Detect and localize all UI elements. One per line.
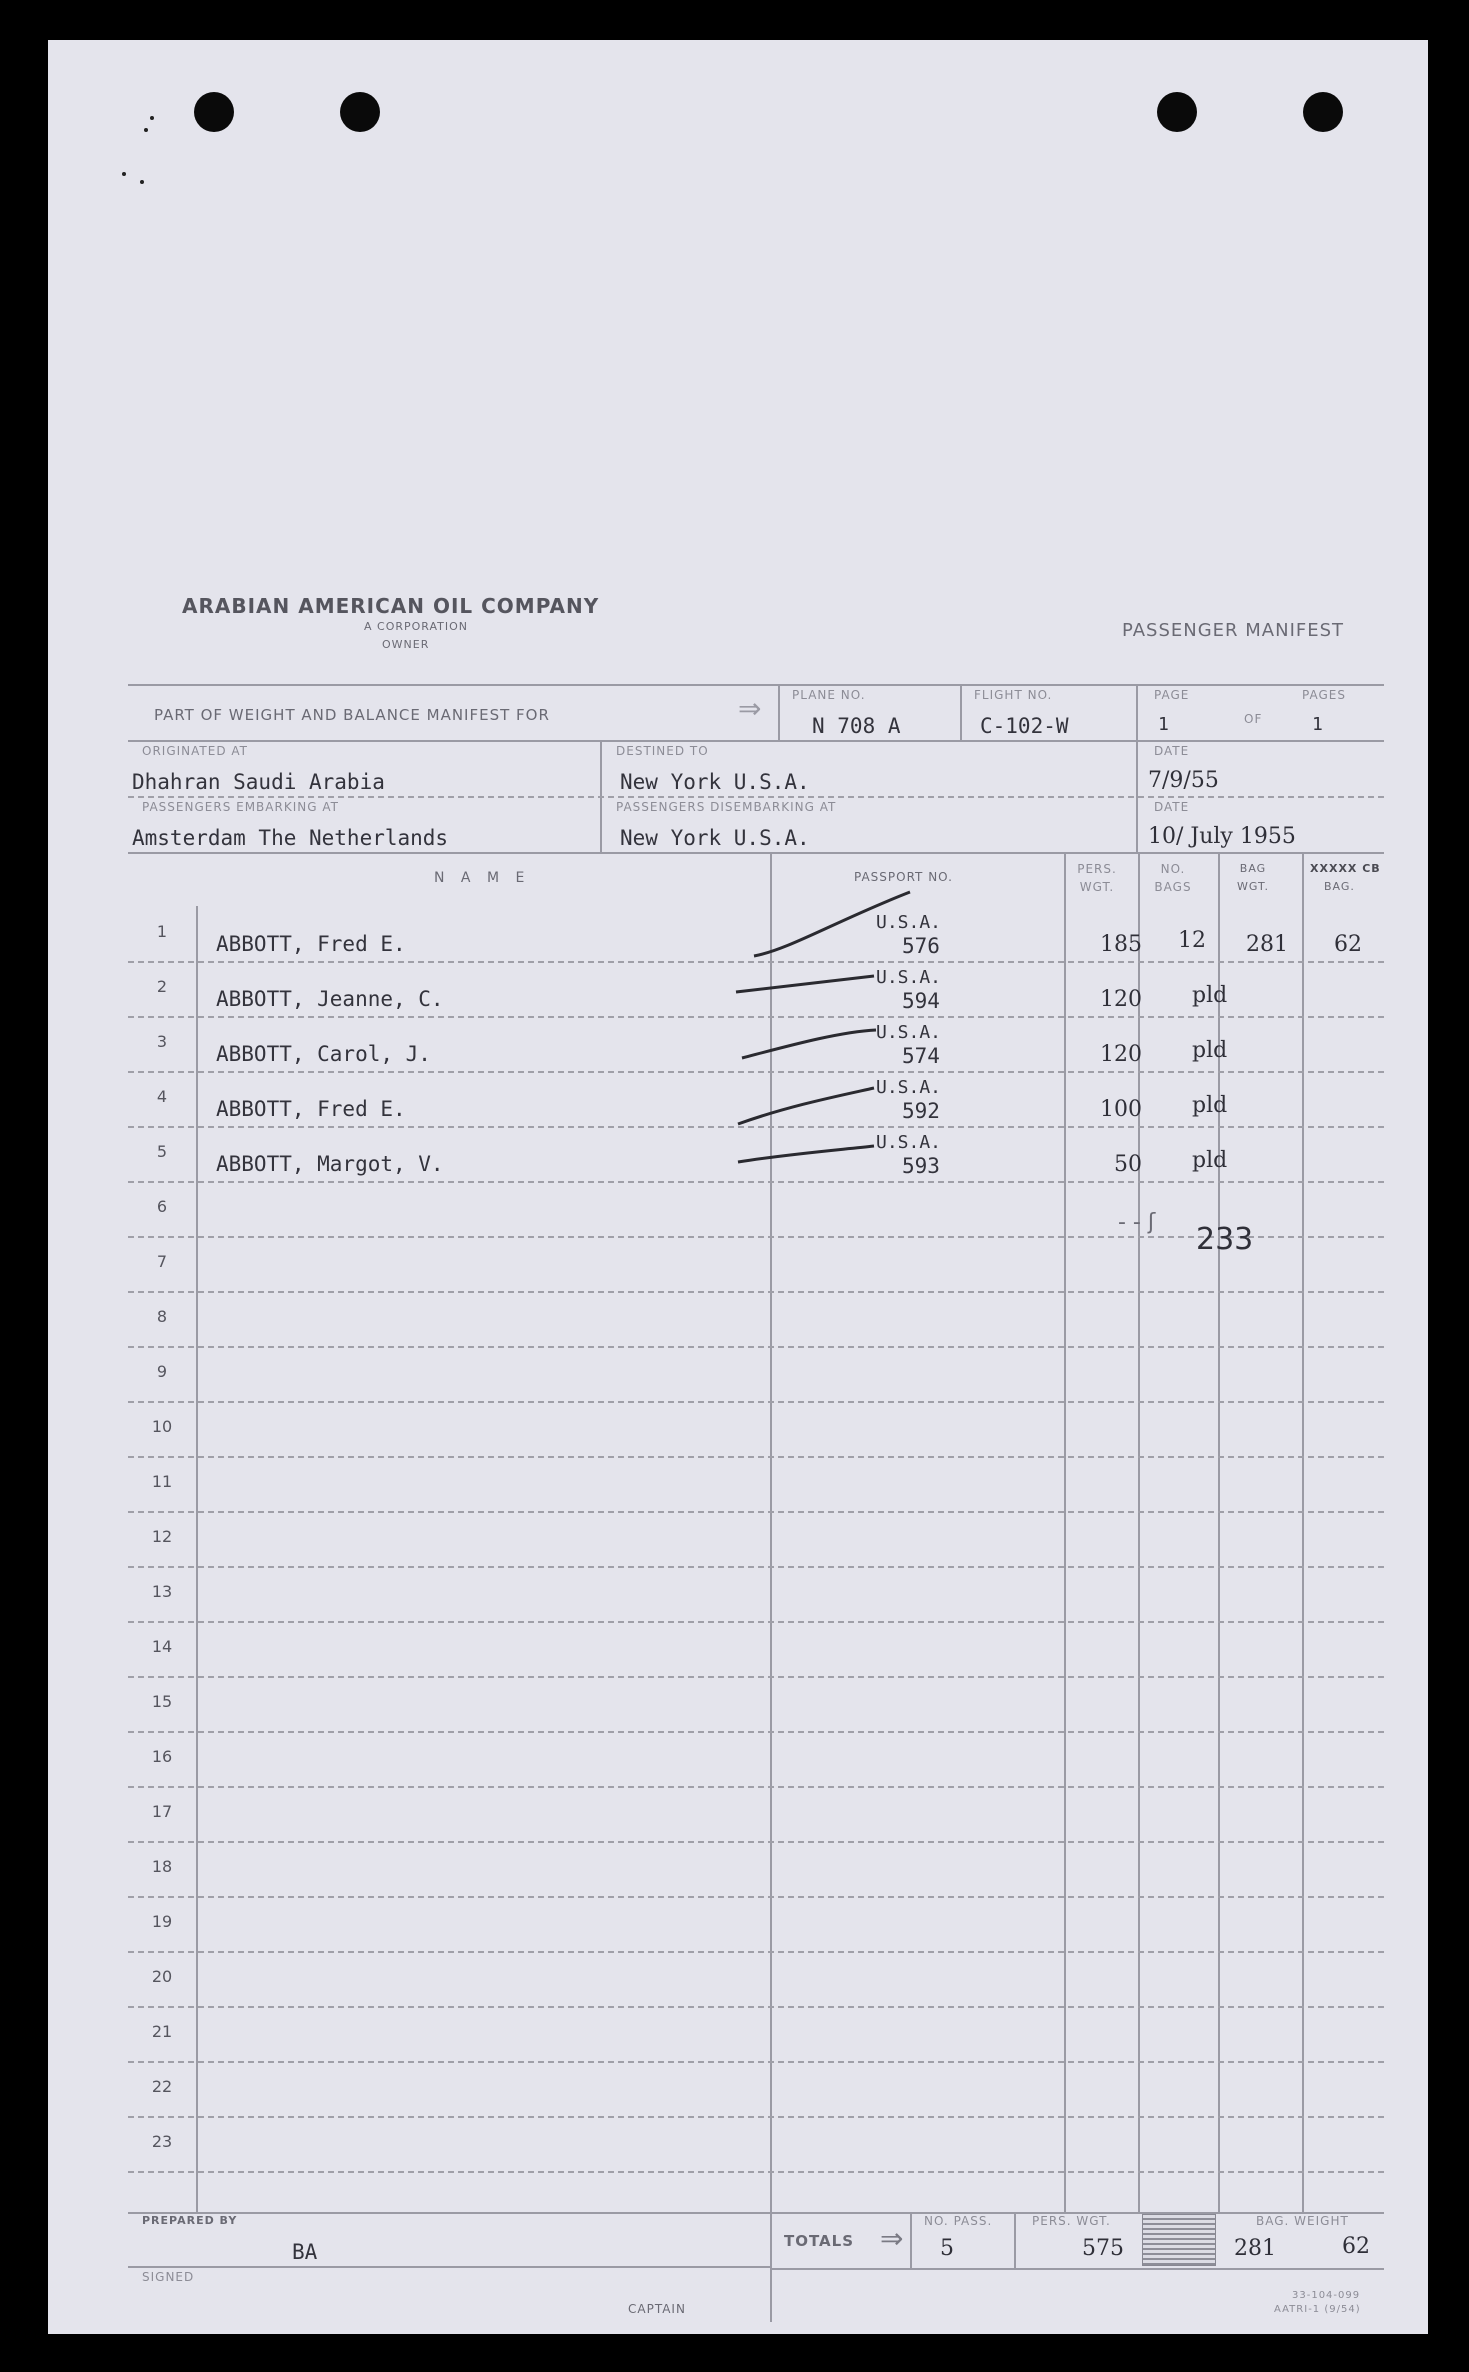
corp-line-2: OWNER <box>382 638 430 651</box>
row-number: 9 <box>156 1362 168 1381</box>
passport-country: U.S.A. <box>876 1132 942 1153</box>
side-note: 233 <box>1196 1222 1254 1257</box>
col-bags-2: BAGS <box>1154 880 1192 894</box>
pers-weight: 50 <box>1114 1152 1142 1177</box>
passport-country: U.S.A. <box>876 967 942 988</box>
originated-value: Dhahran Saudi Arabia <box>132 770 385 794</box>
form-title: PASSENGER MANIFEST <box>1122 620 1345 641</box>
bag-count: pld <box>1192 1148 1228 1173</box>
rule <box>910 2212 912 2268</box>
row-number: 13 <box>151 1582 173 1601</box>
row-number: 11 <box>151 1472 173 1491</box>
col-bags-1: NO. <box>1160 862 1186 876</box>
date2-label: DATE <box>1154 800 1190 814</box>
row-number: 1 <box>156 922 168 941</box>
rule <box>770 2268 1384 2270</box>
destined-label: DESTINED TO <box>616 744 709 758</box>
flight-no: C-102-W <box>980 714 1069 738</box>
row-number: 14 <box>151 1637 173 1656</box>
disembarking-label: PASSENGERS DISEMBARKING AT <box>616 800 837 814</box>
embarking-value: Amsterdam The Netherlands <box>132 826 449 850</box>
date-value: 7/9/55 <box>1148 768 1219 793</box>
faint-mark: - - ʃ <box>1118 1210 1156 1235</box>
col-passport-header: PASSPORT NO. <box>854 870 953 884</box>
totals-arrow-icon: ⇒ <box>880 2222 904 2255</box>
col-excess-2: BAG. <box>1324 880 1355 893</box>
bag-weight: 281 <box>1246 932 1288 957</box>
row-number: 7 <box>156 1252 168 1271</box>
bag-count: 12 <box>1178 928 1206 953</box>
row-number: 12 <box>151 1527 173 1546</box>
row-number: 19 <box>151 1912 173 1931</box>
bag-weight-total: 281 <box>1234 2236 1276 2261</box>
passenger-name: ABBOTT, Carol, J. <box>216 1042 431 1066</box>
col-excess-1: XXXXX CB <box>1310 862 1381 875</box>
pages-number: 1 <box>1312 714 1323 735</box>
row-number: 2 <box>156 977 168 996</box>
pers-weight: 120 <box>1100 987 1142 1012</box>
row-number: 16 <box>151 1747 173 1766</box>
bag-weight-label: BAG. WEIGHT <box>1256 2214 1349 2228</box>
row-number: 5 <box>156 1142 168 1161</box>
row-number: 4 <box>156 1087 168 1106</box>
rule <box>770 2212 772 2322</box>
passport-number: 574 <box>902 1044 940 1068</box>
passport-number: 592 <box>902 1099 940 1123</box>
passport-country: U.S.A. <box>876 1022 942 1043</box>
passport-country: U.S.A. <box>876 1077 942 1098</box>
no-pass-value: 5 <box>940 2236 954 2261</box>
passport-number: 576 <box>902 934 940 958</box>
row-number: 6 <box>156 1197 168 1216</box>
signed-label: SIGNED <box>142 2270 195 2284</box>
pages-label: PAGES <box>1302 688 1346 702</box>
col-bag-wgt-1: BAG <box>1239 862 1267 875</box>
strike-mark <box>738 1088 874 1124</box>
plane-no-label: PLANE NO. <box>792 688 866 702</box>
date-label: DATE <box>1154 744 1190 758</box>
row-number: 20 <box>151 1967 173 1986</box>
disembarking-value: New York U.S.A. <box>620 826 810 850</box>
strike-mark <box>754 892 910 956</box>
manifest-sheet <box>48 40 1428 2334</box>
passenger-name: ABBOTT, Jeanne, C. <box>216 987 444 1011</box>
passport-number: 593 <box>902 1154 940 1178</box>
of-label: OF <box>1244 712 1263 726</box>
row-number: 21 <box>151 2022 173 2041</box>
strike-mark <box>742 1030 876 1058</box>
pers-wgt-total: 575 <box>1082 2236 1124 2261</box>
row-number: 15 <box>151 1692 173 1711</box>
passenger-name: ABBOTT, Fred E. <box>216 1097 406 1121</box>
rule <box>1014 2212 1016 2268</box>
part-of-label: PART OF WEIGHT AND BALANCE MANIFEST FOR <box>154 706 550 724</box>
flight-no-label: FLIGHT NO. <box>974 688 1053 702</box>
col-pers-wgt-1: PERS. <box>1077 862 1117 876</box>
hatched-box <box>1142 2214 1216 2266</box>
passport-strikes <box>48 40 1428 2334</box>
bag-count: pld <box>1192 983 1228 1008</box>
totals-label: TOTALS <box>784 2232 855 2250</box>
passport-number: 594 <box>902 989 940 1013</box>
date2-value: 10/ July 1955 <box>1148 824 1296 849</box>
prepared-value: BA <box>292 2240 318 2264</box>
pers-weight: 100 <box>1100 1097 1142 1122</box>
passport-country: U.S.A. <box>876 912 942 933</box>
arrow-icon: ⇒ <box>738 692 762 725</box>
form-code-2: AATRI-1 (9/54) <box>1274 2304 1361 2315</box>
row-number: 10 <box>151 1417 173 1436</box>
page-label: PAGE <box>1154 688 1190 702</box>
form-code-1: 33-104-099 <box>1292 2290 1361 2301</box>
pers-weight: 185 <box>1100 932 1142 957</box>
embarking-label: PASSENGERS EMBARKING AT <box>142 800 339 814</box>
page-number: 1 <box>1158 714 1169 735</box>
strike-mark <box>736 976 874 992</box>
plane-no: N 708 A <box>812 714 901 738</box>
prepared-label: PREPARED BY <box>142 2214 238 2227</box>
captain-label: CAPTAIN <box>628 2302 686 2316</box>
pers-weight: 120 <box>1100 1042 1142 1067</box>
col-pers-wgt-2: WGT. <box>1079 880 1115 894</box>
passenger-name: ABBOTT, Margot, V. <box>216 1152 444 1176</box>
col-name-header: N A M E <box>434 870 531 886</box>
no-pass-label: NO. PASS. <box>924 2214 993 2228</box>
col-bag-wgt-2: WGT. <box>1237 880 1269 893</box>
rule <box>128 2266 772 2268</box>
bag-count: pld <box>1192 1093 1228 1118</box>
excess-total: 62 <box>1342 2234 1370 2259</box>
passenger-name: ABBOTT, Fred E. <box>216 932 406 956</box>
row-number: 17 <box>151 1802 173 1821</box>
company-name: ARABIAN AMERICAN OIL COMPANY <box>182 594 600 618</box>
strike-mark <box>738 1146 874 1162</box>
pers-wgt-total-label: PERS. WGT. <box>1032 2214 1111 2228</box>
row-number: 18 <box>151 1857 173 1876</box>
corp-line-1: A CORPORATION <box>364 620 469 633</box>
row-number: 8 <box>156 1307 168 1326</box>
excess-bag: 62 <box>1334 932 1362 957</box>
bag-count: pld <box>1192 1038 1228 1063</box>
row-number: 22 <box>151 2077 173 2096</box>
row-number: 3 <box>156 1032 168 1051</box>
row-number: 23 <box>151 2132 173 2151</box>
destined-value: New York U.S.A. <box>620 770 810 794</box>
originated-label: ORIGINATED AT <box>142 744 248 758</box>
